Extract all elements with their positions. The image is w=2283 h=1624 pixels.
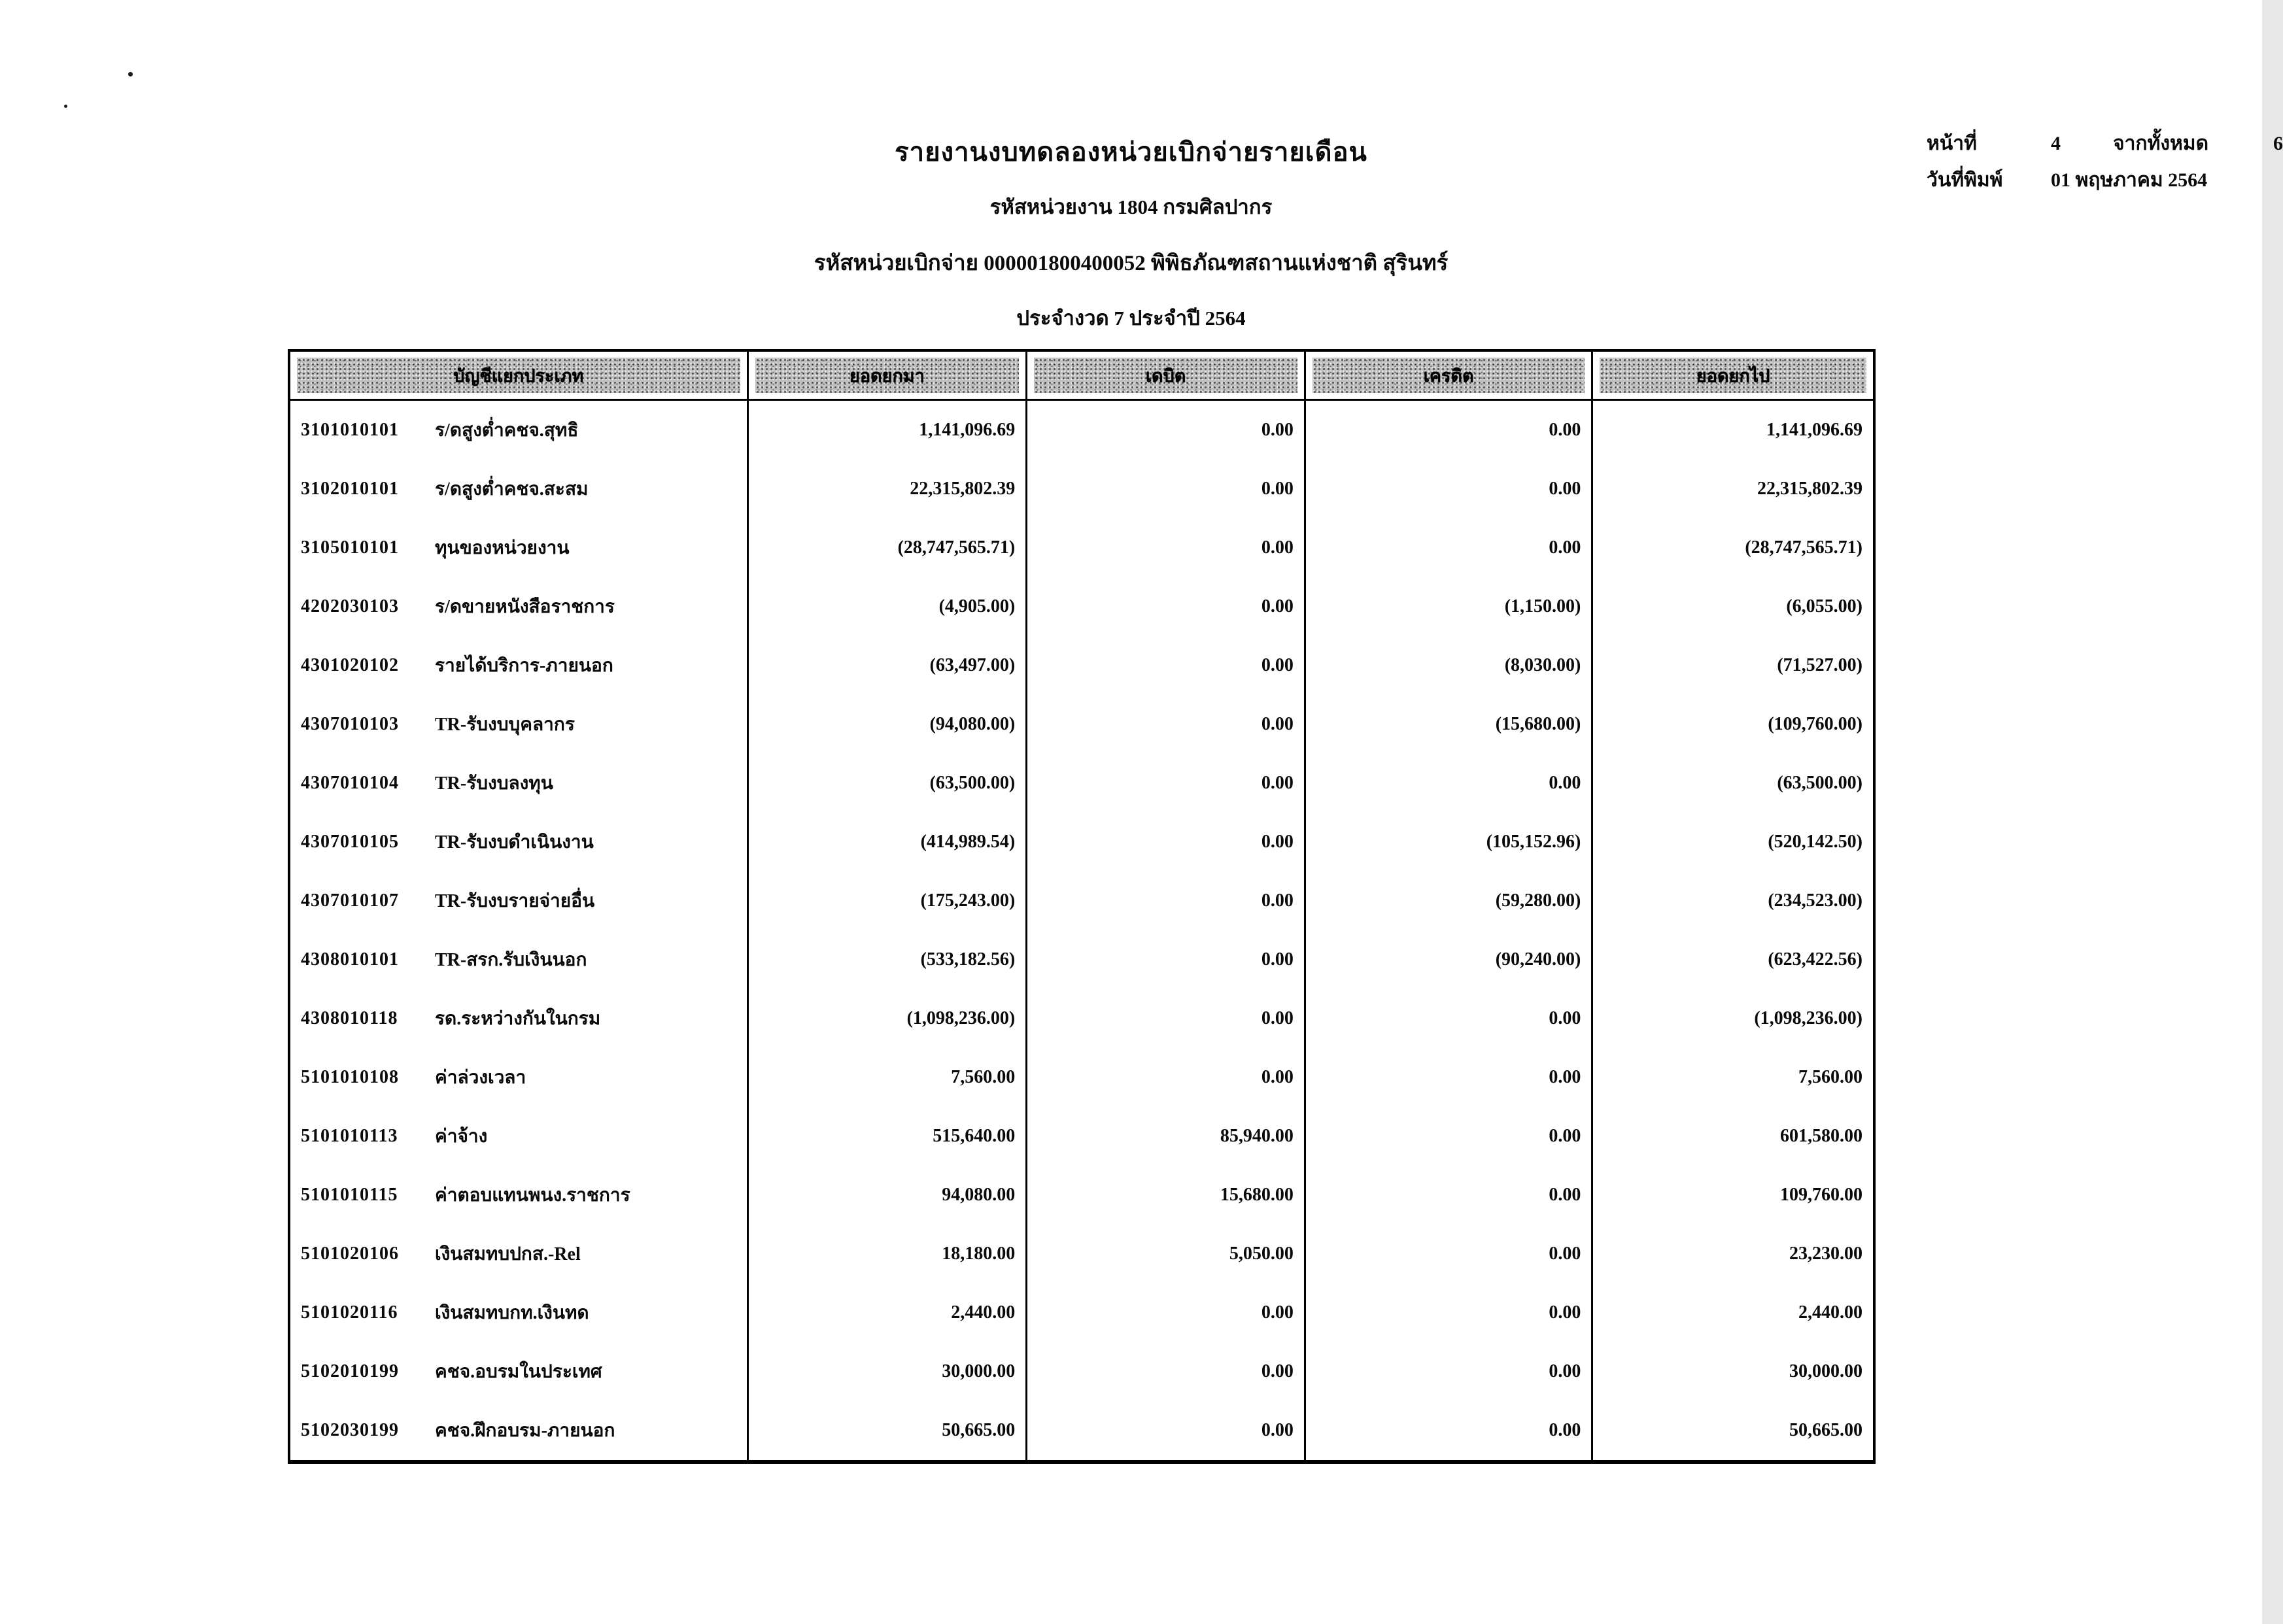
- opening-balance-value: 30,000.00: [749, 1342, 1028, 1401]
- page-number-row: [1927, 128, 2283, 165]
- opening-balance-value: 515,640.00: [749, 1107, 1028, 1166]
- credit-value: 0.00: [1306, 1283, 1593, 1342]
- opening-balance-value: 22,315,802.39: [749, 460, 1028, 518]
- closing-balance-value: (63,500.00): [1777, 773, 1862, 793]
- closing-balance-value: (1,098,236.00): [1754, 1008, 1862, 1028]
- opening-balance-value: (63,500.00): [749, 754, 1028, 813]
- credit-value: 0.00: [1306, 1107, 1593, 1166]
- closing-balance-value: 50,665.00: [1789, 1420, 1862, 1440]
- account-name: ทุนของหน่วยงาน: [435, 538, 570, 558]
- account-code: 5101020116: [301, 1302, 398, 1323]
- scan-speck: [64, 105, 67, 108]
- table-row: [290, 1283, 1873, 1342]
- period-line: ประจำงวด 7 ประจำปี 2564: [1016, 307, 1246, 330]
- closing-balance-value: 7,560.00: [1798, 1067, 1862, 1087]
- opening-balance-value: 7,560.00: [749, 1048, 1028, 1107]
- table-row: [290, 930, 1873, 989]
- account-name: ค่าตอบแทนพนง.ราชการ: [435, 1185, 630, 1206]
- account-name: คชจ.อบรมในประเทศ: [435, 1362, 602, 1382]
- table-row: [290, 401, 1873, 460]
- closing-balance-value: 109,760.00: [1779, 1185, 1862, 1205]
- column-header-credit: [1306, 352, 1593, 399]
- account-code: 3102010101: [301, 479, 399, 499]
- account-code: 4307010105: [301, 832, 399, 852]
- debit-value: 0.00: [1027, 577, 1306, 636]
- opening-balance-value: (63,497.00): [749, 636, 1028, 695]
- account-code: 3105010101: [301, 537, 399, 558]
- opening-balance-value: (4,905.00): [749, 577, 1028, 636]
- debit-value: 5,050.00: [1027, 1225, 1306, 1283]
- debit-value: 0.00: [1027, 1342, 1306, 1401]
- closing-balance-value: 2,440.00: [1798, 1302, 1862, 1323]
- closing-balance-value: (520,142.50): [1768, 832, 1862, 852]
- account-code: 4308010101: [301, 949, 399, 970]
- account-code: 5101010113: [301, 1126, 398, 1146]
- table-row: [290, 460, 1873, 518]
- credit-value: 0.00: [1306, 754, 1593, 813]
- column-header-closing-balance: [1593, 352, 1873, 399]
- account-code: 4307010103: [301, 714, 399, 734]
- debit-value: 0.00: [1027, 1401, 1306, 1460]
- column-header-closing-balance-label: ยอดยกไป: [1600, 358, 1866, 393]
- opening-balance-value: 94,080.00: [749, 1166, 1028, 1225]
- column-header-debit: [1027, 352, 1306, 399]
- credit-value: (105,152.96): [1306, 813, 1593, 871]
- table-header-row: [290, 352, 1873, 401]
- debit-value: 0.00: [1027, 754, 1306, 813]
- account-code: 5102010199: [301, 1361, 399, 1381]
- table-row: [290, 989, 1873, 1048]
- closing-balance-value: (109,760.00): [1768, 714, 1862, 734]
- opening-balance-value: (1,098,236.00): [749, 989, 1028, 1048]
- account-code: 4308010118: [301, 1008, 398, 1028]
- credit-value: 0.00: [1306, 518, 1593, 577]
- table-row: [290, 813, 1873, 871]
- table-row: [290, 1048, 1873, 1107]
- account-code: 5101010115: [301, 1185, 398, 1205]
- account-name: รายได้บริการ-ภายนอก: [435, 656, 613, 676]
- closing-balance-value: 30,000.00: [1789, 1361, 1862, 1381]
- report-title: รายงานงบทดลองหน่วยเบิกจ่ายรายเดือน: [895, 137, 1367, 167]
- trial-balance-table: [288, 349, 1876, 1464]
- account-code: 4202030103: [301, 596, 399, 617]
- table-row: [290, 754, 1873, 813]
- debit-value: 0.00: [1027, 460, 1306, 518]
- account-name: TR-รับงบลงทุน: [435, 773, 553, 794]
- credit-value: 0.00: [1306, 1342, 1593, 1401]
- debit-value: 0.00: [1027, 636, 1306, 695]
- page-info-block: [1927, 128, 2283, 201]
- print-date-label: วันที่พิมพ์: [1927, 169, 2003, 191]
- account-name: ร/ดสูงต่ำคชจ.สุทธิ: [435, 420, 579, 441]
- credit-value: 0.00: [1306, 1225, 1593, 1283]
- table-row: [290, 1166, 1873, 1225]
- closing-balance-value: 23,230.00: [1789, 1243, 1862, 1264]
- agency-code-line: รหัสหน่วยงาน 1804 กรมศิลปากร: [989, 195, 1273, 218]
- closing-balance-value: 1,141,096.69: [1766, 420, 1862, 440]
- table-row: [290, 695, 1873, 754]
- debit-value: 0.00: [1027, 930, 1306, 989]
- page-number: 4: [2051, 133, 2061, 154]
- account-name: TR-สรก.รับเงินนอก: [435, 950, 587, 970]
- account-name: ค่าล่วงเวลา: [435, 1068, 526, 1088]
- table-row: [290, 636, 1873, 695]
- account-name: TR-รับงบรายจ่ายอื่น: [435, 891, 595, 911]
- opening-balance-value: 50,665.00: [749, 1401, 1028, 1460]
- table-row: [290, 871, 1873, 930]
- opening-balance-value: 18,180.00: [749, 1225, 1028, 1283]
- account-name: ร/ดสูงต่ำคชจ.สะสม: [435, 479, 589, 499]
- table-body: [290, 401, 1873, 1460]
- closing-balance-value: (28,747,565.71): [1745, 537, 1862, 558]
- table-row: [290, 1107, 1873, 1166]
- debit-value: 0.00: [1027, 813, 1306, 871]
- account-name: TR-รับงบบุคลากร: [435, 715, 575, 735]
- scan-speck: [128, 72, 133, 76]
- account-name: เงินสมทบกท.เงินทด: [435, 1303, 589, 1323]
- account-name: เงินสมทบปกส.-Rel: [435, 1244, 581, 1264]
- account-code: 5101010108: [301, 1067, 399, 1087]
- credit-value: 0.00: [1306, 1166, 1593, 1225]
- debit-value: 0.00: [1027, 989, 1306, 1048]
- table-row: [290, 1342, 1873, 1401]
- print-date: 01 พฤษภาคม 2564: [2051, 169, 2208, 191]
- account-code: 4307010104: [301, 773, 399, 793]
- print-date-row: [1927, 165, 2283, 201]
- closing-balance-value: 22,315,802.39: [1757, 479, 1862, 499]
- account-name: ค่าจ้าง: [435, 1126, 488, 1147]
- account-name: คชจ.ฝึกอบรม-ภายนอก: [435, 1421, 615, 1441]
- credit-value: 0.00: [1306, 1401, 1593, 1460]
- opening-balance-value: 2,440.00: [749, 1283, 1028, 1342]
- account-code: 3101010101: [301, 420, 399, 440]
- account-code: 5102030199: [301, 1420, 399, 1440]
- opening-balance-value: (28,747,565.71): [749, 518, 1028, 577]
- disbursing-unit-line: รหัสหน่วยเบิกจ่าย 000001800400052 พิพิธภัณฑสถานแห่งชาติ สุรินทร์: [814, 252, 1449, 275]
- account-code: 5101020106: [301, 1243, 399, 1264]
- debit-value: 0.00: [1027, 695, 1306, 754]
- credit-value: 0.00: [1306, 401, 1593, 460]
- closing-balance-value: 601,580.00: [1779, 1126, 1862, 1146]
- closing-balance-value: (6,055.00): [1786, 596, 1862, 617]
- debit-value: 0.00: [1027, 871, 1306, 930]
- credit-value: 0.00: [1306, 1048, 1593, 1107]
- report-header: [814, 131, 1448, 334]
- table-row: [290, 518, 1873, 577]
- account-code: 4301020102: [301, 655, 399, 675]
- column-header-credit-label: เครดิต: [1313, 358, 1585, 393]
- closing-balance-value: (71,527.00): [1777, 655, 1862, 675]
- account-name: ร/ดขายหนังสือราชการ: [435, 597, 615, 617]
- credit-value: (8,030.00): [1306, 636, 1593, 695]
- opening-balance-value: (175,243.00): [749, 871, 1028, 930]
- page-label: หน้าที่: [1927, 133, 1977, 154]
- debit-value: 0.00: [1027, 401, 1306, 460]
- opening-balance-value: (94,080.00): [749, 695, 1028, 754]
- debit-value: 0.00: [1027, 1048, 1306, 1107]
- closing-balance-value: (234,523.00): [1768, 890, 1862, 911]
- credit-value: 0.00: [1306, 460, 1593, 518]
- total-pages: 6: [2273, 133, 2283, 154]
- opening-balance-value: (414,989.54): [749, 813, 1028, 871]
- column-header-opening-balance-label: ยอดยกมา: [755, 358, 1020, 393]
- table-row: [290, 1225, 1873, 1283]
- column-header-debit-label: เดบิต: [1034, 358, 1297, 393]
- account-code: 4307010107: [301, 890, 399, 911]
- credit-value: (59,280.00): [1306, 871, 1593, 930]
- column-header-account: [290, 352, 749, 399]
- account-name: TR-รับงบดำเนินงาน: [435, 832, 594, 853]
- credit-value: (1,150.00): [1306, 577, 1593, 636]
- table-row: [290, 1401, 1873, 1460]
- table-row: [290, 577, 1873, 636]
- credit-value: (90,240.00): [1306, 930, 1593, 989]
- debit-value: 0.00: [1027, 1283, 1306, 1342]
- credit-value: 0.00: [1306, 989, 1593, 1048]
- column-header-opening-balance: [749, 352, 1028, 399]
- debit-value: 85,940.00: [1027, 1107, 1306, 1166]
- opening-balance-value: 1,141,096.69: [749, 401, 1028, 460]
- opening-balance-value: (533,182.56): [749, 930, 1028, 989]
- total-pages-label: จากทั้งหมด: [2113, 133, 2209, 154]
- closing-balance-value: (623,422.56): [1768, 949, 1862, 970]
- debit-value: 0.00: [1027, 518, 1306, 577]
- debit-value: 15,680.00: [1027, 1166, 1306, 1225]
- account-name: รด.ระหว่างกันในกรม: [435, 1009, 601, 1029]
- credit-value: (15,680.00): [1306, 695, 1593, 754]
- column-header-account-label: บัญชีแยกประเภท: [297, 358, 740, 393]
